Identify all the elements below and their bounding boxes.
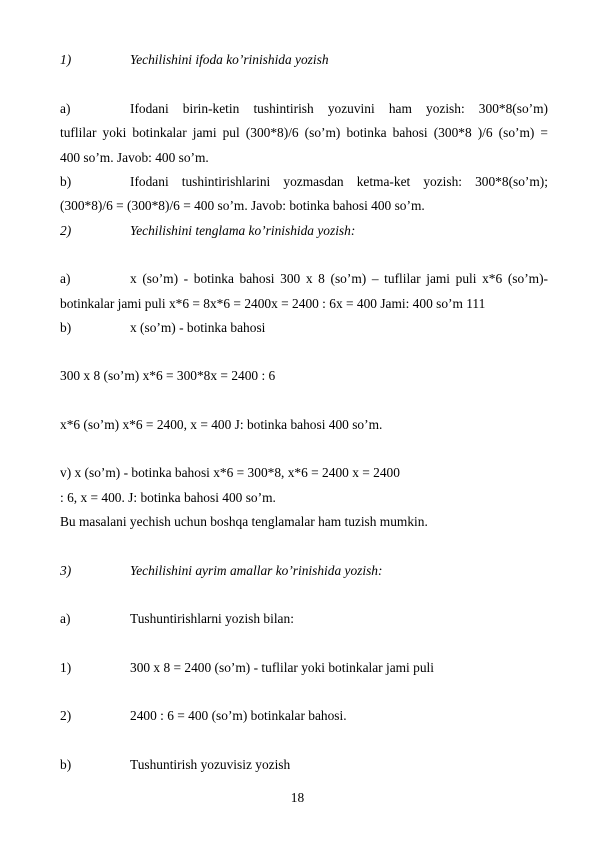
list-label: a) [60, 101, 71, 116]
paragraph-text: Tushuntirishlarni yozish bilan: [130, 611, 294, 626]
list-label: a) [60, 611, 71, 626]
paragraph-text: 2400 : 6 = 400 (so’m) botinkalar bahosi. [130, 708, 347, 723]
page-number: 18 [290, 790, 305, 805]
list-label: 3) [60, 563, 72, 578]
list-label: b) [60, 757, 72, 772]
paragraph-line: tuflilar yoki botinkalar jami pul (300*8)/6 (so’m) botinka bahosi (300*8 )/6 (so’m) = [60, 125, 548, 140]
paragraph-line: botinkalar jami puli x*6 = 8x*6 = 2400x = 2400 : 6x = 400 Jami: 400 so’m 111 [60, 296, 486, 311]
list-label: b) [60, 320, 72, 335]
list-label: b) [60, 174, 72, 189]
heading-text: Yechilishini ifoda ko’rinishida yozish [130, 52, 329, 67]
heading-text: Yechilishini tenglama ko’rinishida yozish: [130, 223, 356, 238]
paragraph-line: Bu masalani yechish uchun boshqa tenglamalar ham tuzish mumkin. [60, 514, 428, 529]
paragraph-text: Tushuntirish yozuvisiz yozish [130, 757, 291, 772]
paragraph-line: (300*8)/6 = (300*8)/6 = 400 so’m. Javob: botinka bahosi 400 so’m. [60, 198, 425, 213]
paragraph-line: : 6, x = 400. J: botinka bahosi 400 so’m. [60, 490, 276, 505]
paragraph-line: 400 so’m. Javob: 400 so’m. [60, 150, 209, 165]
list-label: 2) [60, 708, 72, 723]
paragraph-line: v) x (so’m) - botinka bahosi x*6 = 300*8, x*6 = 2400 x = 2400 [60, 465, 400, 480]
heading-text: Yechilishini ayrim amallar ko’rinishida yozish: [130, 563, 383, 578]
list-label: a) [60, 271, 71, 286]
paragraph-line: 300 x 8 (so’m) x*6 = 300*8x = 2400 : 6 [60, 368, 276, 383]
paragraph-text: 300 x 8 = 2400 (so’m) - tuflilar yoki botinkalar jami puli [130, 660, 434, 675]
paragraph-line: x*6 (so’m) x*6 = 2400, x = 400 J: botinka bahosi 400 so’m. [60, 417, 383, 432]
list-label: 1) [60, 660, 72, 675]
paragraph-text: Ifodani birin-ketin tushintirish yozuvini ham yozish: 300*8(so’m) [130, 101, 548, 116]
list-label: 1) [60, 52, 72, 67]
paragraph-text: x (so’m) - botinka bahosi [130, 320, 266, 335]
list-label: 2) [60, 223, 72, 238]
paragraph-text: x (so’m) - botinka bahosi 300 x 8 (so’m) – tuflilar jami puli x*6 (so’m)- [130, 271, 548, 286]
paragraph-text: Ifodani tushintirishlarini yozmasdan ketma-ket yozish: 300*8(so’m); [130, 174, 548, 189]
